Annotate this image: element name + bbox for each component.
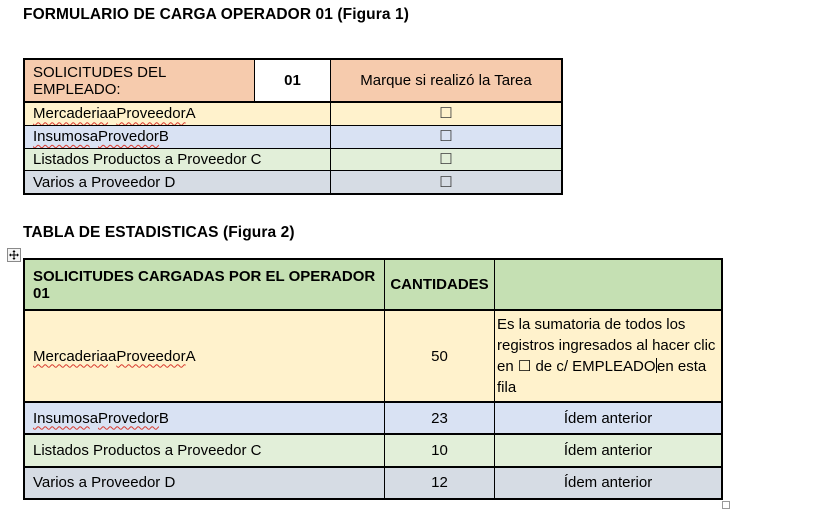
stats-row-insumos — [25, 401, 721, 433]
misspelled-word: Proveedor — [116, 347, 186, 365]
misspelled-word: Mercaderia — [33, 105, 109, 123]
stats-note-cell: Ídem anterior — [494, 403, 721, 433]
move-arrows-icon — [9, 250, 19, 260]
misspelled-word: Provedor — [98, 128, 159, 146]
task-checkbox-cell — [330, 149, 561, 171]
stats-row-label: Listados Productos a Proveedor C — [33, 441, 262, 459]
form-header-row — [25, 60, 561, 101]
stats-row-label: Mercaderia a Proveedor A — [33, 347, 196, 365]
stats-header-cantidades: CANTIDADES — [384, 260, 494, 309]
stats-qty-cell: 12 — [384, 468, 494, 498]
task-checkbox-cell — [330, 126, 561, 148]
task-checkbox-cell — [330, 171, 561, 193]
form-row-label: Varios a Proveedor D — [33, 173, 176, 191]
stats-qty-cell: 23 — [384, 403, 494, 433]
form-row-varios — [25, 170, 561, 193]
stats-header-row — [25, 260, 721, 309]
misspelled-word: Insumos — [33, 409, 90, 427]
form-row-label: Mercaderia a Proveedor A — [33, 105, 196, 123]
stats-row-label: Varios a Proveedor D — [33, 474, 176, 492]
table-resize-handle[interactable] — [722, 501, 730, 509]
form-row-listados — [25, 148, 561, 171]
form-header-task-cell: Marque si realizó la Tarea — [330, 60, 561, 101]
misspelled-word: Provedor — [98, 409, 159, 427]
stats-note-cell: Ídem anterior — [494, 435, 721, 465]
stats-qty-cell: 10 — [384, 435, 494, 465]
formulario-table — [23, 58, 563, 195]
stats-note-cell — [494, 311, 721, 401]
checkbox-icon[interactable]: ☐ — [439, 128, 453, 146]
misspelled-word: Insumos — [33, 128, 90, 146]
operator-number-cell[interactable]: 01 — [254, 60, 330, 101]
stats-qty-cell: 50 — [384, 311, 494, 401]
form-row-mercaderia — [25, 101, 561, 125]
task-checkbox-cell — [330, 103, 561, 125]
stats-note-cell: Ídem anterior — [494, 468, 721, 498]
form-row-label: Listados Productos a Proveedor C — [33, 150, 262, 168]
checkbox-icon[interactable]: ☐ — [439, 173, 453, 191]
stats-row-varios — [25, 466, 721, 498]
stats-header-solicitudes: SOLICITUDES CARGADAS POR EL OPERADOR 01 — [33, 267, 376, 302]
stats-row-mercaderia — [25, 309, 721, 401]
figura2-title: TABLA DE ESTADISTICAS (Figura 2) — [23, 224, 295, 241]
form-header-label-cell: SOLICITUDES DEL EMPLEADO: — [25, 60, 254, 101]
stats-header-empty — [494, 260, 721, 309]
form-row-insumos — [25, 125, 561, 148]
figura1-title: FORMULARIO DE CARGA OPERADOR 01 (Figura 1) — [23, 6, 409, 23]
table-move-handle[interactable] — [7, 248, 21, 262]
estadisticas-table — [23, 258, 723, 500]
stats-row-listados — [25, 433, 721, 465]
note-text: Es la sumatoria de todos los registros ingresados al hacer clic en ☐ de c/ EMPLEADO — [497, 316, 716, 375]
form-row-label: Insumos a Provedor B — [33, 128, 169, 146]
note-text: en esta fila — [497, 358, 707, 396]
checkbox-icon[interactable]: ☐ — [439, 105, 453, 123]
checkbox-icon[interactable]: ☐ — [439, 150, 453, 168]
misspelled-word: Mercaderia — [33, 347, 109, 365]
stats-row-label: Insumos a Provedor B — [33, 409, 169, 427]
misspelled-word: Proveedor — [116, 105, 186, 123]
